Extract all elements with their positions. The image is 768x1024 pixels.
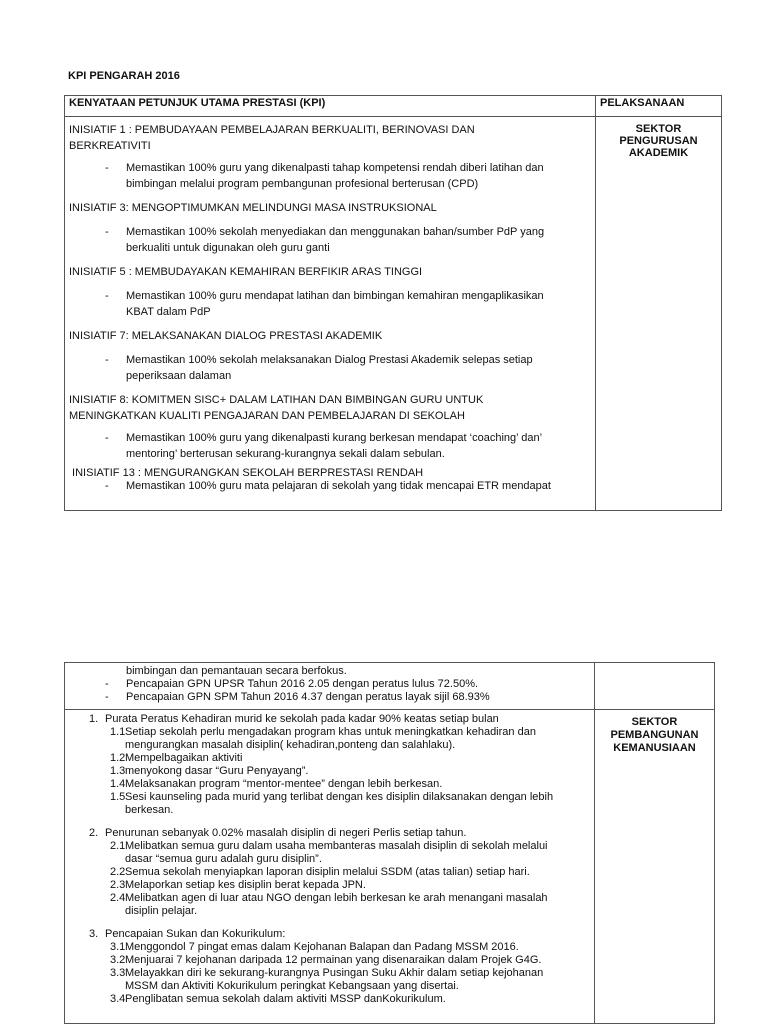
sector-line: AKADEMIK: [628, 147, 689, 159]
initiative-13-item: - Memastikan 100% guru mata pelajaran di sekolah yang tidak mencapai ETR mendapat: [105, 480, 551, 492]
document-title: KPI PENGARAH 2016: [68, 70, 180, 82]
initiative-13-title: INISIATIF 13 : MENGURANGKAN SEKOLAH BERPRESTASI RENDAH: [69, 467, 424, 479]
table-row: [65, 117, 722, 511]
initiative-1-title: INISIATIF 1 : PEMBUDAYAAN PEMBELAJARAN BERKUALITI, BERINOVASI DAN BERKREATIVITI: [69, 124, 475, 152]
sector-2-cell: [595, 710, 715, 1024]
sub-item: 1.5Sesi kaunseling pada murid yang terlibat dengan kes disiplin dilaksanakan dengan lebih berkesan.: [110, 791, 554, 816]
item-3: 3. Pencapaian Sukan dan Kokurikulum:: [89, 928, 286, 940]
kpi-table-page-2: [64, 662, 715, 1024]
initiative-7-item: - Memastikan 100% sekolah melaksanakan Dialog Prestasi Akademik selepas setiap peperiksaan dalaman: [105, 354, 533, 382]
sub-item: 1.2Mempelbagaikan aktiviti: [110, 752, 243, 764]
initiative-3-title: INISIATIF 3: MENGOPTIMUMKAN MELINDUNGI MASA INSTRUKSIONAL: [69, 202, 437, 214]
item-2: 2. Penurunan sebanyak 0.02% masalah disiplin di negeri Perlis setiap tahun.: [89, 827, 467, 839]
sector-line: PEMBANGUNAN: [610, 729, 699, 741]
initiative-5-title: INISIATIF 5 : MEMBUDAYAKAN KEMAHIRAN BERFIKIR ARAS TINGGI: [69, 266, 423, 278]
sector-line: PENGURUSAN: [619, 135, 698, 147]
initiative-8-item: - Memastikan 100% guru yang dikenalpasti kurang berkesan mendapat ‘coaching’ dan’ mentoring’ berterusan sekurang-kurangnya sekali dalam sebulan.: [105, 432, 543, 460]
initiative-3-item: - Memastikan 100% sekolah menyediakan dan menggunakan bahan/sumber PdP yang berkualiti untuk digunakan oleh guru ganti: [105, 226, 545, 254]
table-row: [65, 663, 715, 710]
kpi-cell: [65, 117, 596, 511]
initiative-8-title: INISIATIF 8: KOMITMEN SISC+ DALAM LATIHAN DAN BIMBINGAN GURU UNTUK MENINGKATKAN KUALITI PENGAJARAN DAN PEMBELAJARAN DI SEKOLAH: [69, 394, 484, 422]
sector-2-kpi-cell: [65, 710, 595, 1024]
item-1: 1. Purata Peratus Kehadiran murid ke sekolah pada kadar 90% keatas setiap bulan: [89, 713, 499, 725]
continuation-item: - Pencapaian GPN UPSR Tahun 2016 2.05 dengan peratus lulus 72.50%.: [105, 678, 479, 690]
kpi-table-page-1: [64, 95, 722, 511]
continuation-item: - Pencapaian GPN SPM Tahun 2016 4.37 dengan peratus layak sijil 68.93%: [105, 691, 490, 703]
continuation-line: bimbingan dan pemantauan secara berfokus.: [126, 665, 347, 677]
header-pelaksanaan: PELAKSANAAN: [596, 96, 722, 117]
empty-cell: [595, 663, 715, 710]
sub-item: 1.3menyokong dasar “Guru Penyayang”.: [110, 765, 309, 777]
initiative-1-item: - Memastikan 100% guru yang dikenalpasti tahap kompetensi rendah diberi latihan dan bimbingan melalui program pembangunan profesional berterusan (CPD): [105, 162, 544, 190]
initiative-7-title: INISIATIF 7: MELAKSANAKAN DIALOG PRESTASI AKADEMIK: [69, 330, 383, 342]
sector-line: KEMANUSIAAN: [613, 742, 696, 754]
sector-line: SEKTOR: [631, 716, 678, 728]
sub-item: 3.4Penglibatan semua sekolah dalam aktiviti MSSP danKokurikulum.: [110, 993, 446, 1005]
sector-cell: [596, 117, 722, 511]
sub-item: 3.1Menggondol 7 pingat emas dalam Kejohanan Balapan dan Padang MSSM 2016.: [110, 941, 519, 953]
sub-item: 1.4Melaksanakan program “mentor-mentee” dengan lebih berkesan.: [110, 778, 443, 790]
sub-item: 2.1Melibatkan semua guru dalam usaha membanteras masalah disiplin di sekolah melalui dasar “semua guru adalah guru disiplin”.: [110, 840, 548, 865]
initiative-5-item: - Memastikan 100% guru mendapat latihan dan bimbingan kemahiran mengaplikasikan KBAT dalam PdP: [105, 290, 544, 318]
sub-item: 2.3Melaporkan setiap kes disiplin berat kepada JPN.: [110, 879, 366, 891]
sub-item: 3.3Melayakkan diri ke sekurang-kurangnya Pusingan Suku Akhir dalam setiap kejohanan MSSM dan Aktiviti Kokurikulum peringkat Kebangsaan yang disertai.: [110, 967, 544, 992]
continuation-cell: [65, 663, 595, 710]
header-kpi: KENYATAAN PETUNJUK UTAMA PRESTASI (KPI): [65, 96, 596, 117]
sub-item: 2.2Semua sekolah menyiapkan laporan disiplin melalui SSDM (atas talian) setiap hari.: [110, 866, 530, 878]
sub-item: 2.4Melibatkan agen di luar atau NGO dengan lebih berkesan ke arah menangani masalah disiplin pelajar.: [110, 892, 548, 917]
sector-line: SEKTOR: [635, 123, 682, 135]
table-header-row: [65, 96, 722, 117]
sub-item: 1.1Setiap sekolah perlu mengadakan program khas untuk meningkatkan kehadiran dan mengurangkan masalah disiplin( kehadiran,ponteng dan salahlaku).: [110, 726, 536, 751]
sub-item: 3.2Menjuarai 7 kejohanan daripada 12 permainan yang disenaraikan dalam Projek G4G.: [110, 954, 542, 966]
table-row: [65, 710, 715, 1024]
